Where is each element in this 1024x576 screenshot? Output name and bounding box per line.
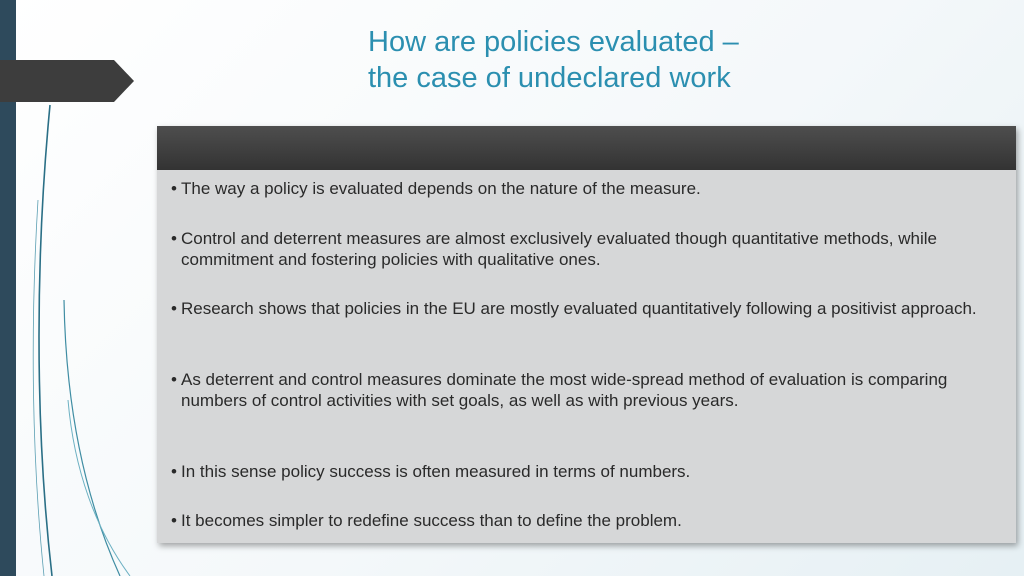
- bullet-text: It becomes simpler to redefine success than to define the problem.: [181, 511, 682, 530]
- bullet-dot: •: [171, 179, 177, 198]
- bullet-item: [171, 298, 1001, 319]
- bullet-item: [171, 228, 1001, 270]
- content-panel-header: [157, 126, 1016, 170]
- content-panel: [157, 126, 1016, 543]
- bullet-dot: •: [171, 462, 177, 481]
- bullet-text: Research shows that policies in the EU are mostly evaluated quantitatively following a positivist approach.: [181, 299, 977, 318]
- bullet-dot: •: [171, 511, 177, 530]
- bullet-item: [171, 510, 1001, 531]
- bullet-item: [171, 461, 1001, 482]
- bullet-dot: •: [171, 299, 177, 318]
- slide-title-line-2: the case of undeclared work: [368, 62, 731, 94]
- bullet-text: As deterrent and control measures dominate the most wide-spread method of evaluation is comparing numbers of control activities with set goals, as well as with previous years.: [181, 370, 948, 410]
- slide-title: [368, 24, 888, 96]
- slide-title-line-1: How are policies evaluated –: [368, 26, 739, 58]
- bullet-item: [171, 178, 1001, 199]
- title-tab-marker: [0, 60, 134, 102]
- bullet-dot: •: [171, 370, 177, 389]
- bullet-item: [171, 369, 1001, 411]
- bullet-text: In this sense policy success is often measured in terms of numbers.: [181, 462, 691, 481]
- bullet-text: The way a policy is evaluated depends on the nature of the measure.: [181, 179, 701, 198]
- bullet-dot: •: [171, 229, 177, 248]
- bullet-text: Control and deterrent measures are almost exclusively evaluated though quantitative methods, while commitment and fostering policies with qualitative ones.: [181, 229, 937, 269]
